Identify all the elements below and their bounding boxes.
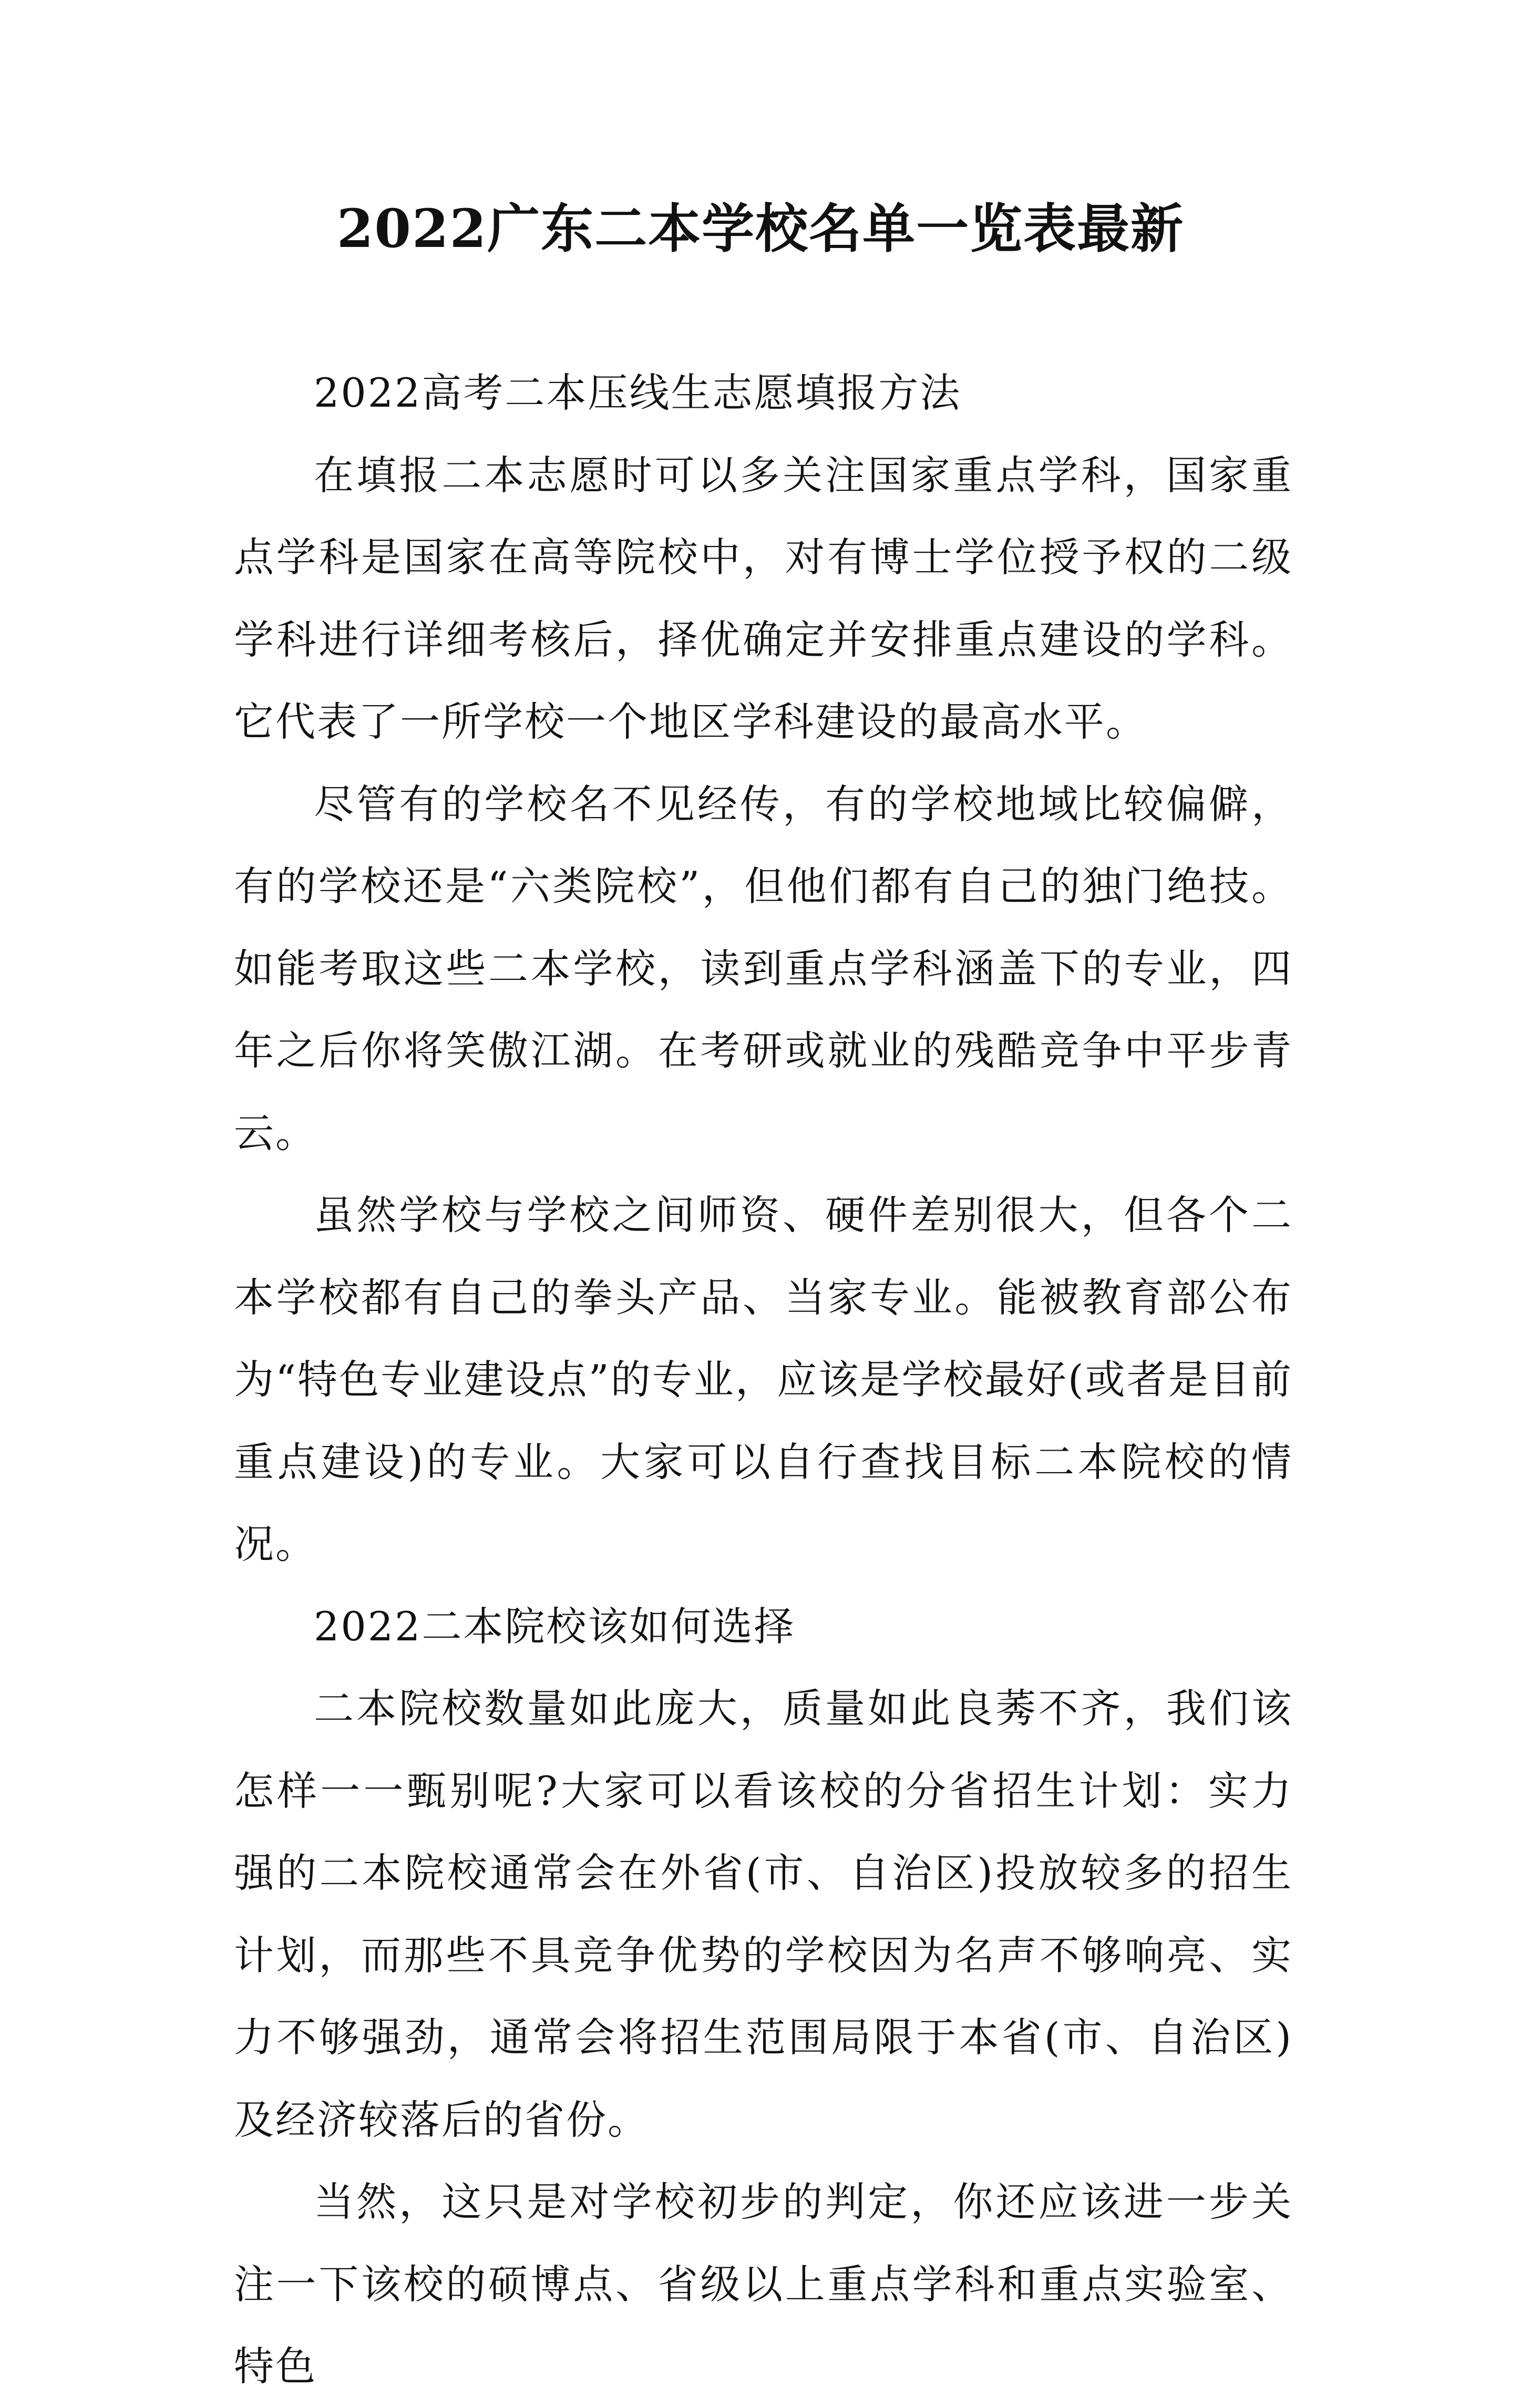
paragraph-enrollment-plan: 二本院校数量如此庞大，质量如此良莠不齐，我们该怎样一一甄别呢?大家可以看该校的分省招生计划：实力强的二本院校通常会在外省(市、自治区)投放较多的招生计划，而那些不具竞争优势的学校因为名声不够响亮、实力不够强劲，通常会将招生范围局限于本省(市、自治区)及经济较落后的省份。 [234, 1685, 1293, 2143]
paragraph-unknown-schools: 尽管有的学校名不见经传，有的学校地域比较偏僻，有的学校还是“六类院校”，但他们都有自己的独门绝技。如能考取这些二本学校，读到重点学科涵盖下的专业，四年之后你将笑傲江湖。在考研或就业的残酷竞争中平步青云。 [234, 780, 1293, 1156]
paragraph-featured-majors: 虽然学校与学校之间师资、硬件差别很大，但各个二本学校都有自己的拳头产品、当家专业。能被教育部公布为“特色专业建设点”的专业，应该是学校最好(或者是目前重点建设)的专业。大家可以自行查找目标二本院校的情况。 [234, 1192, 1293, 1567]
section-heading-volunteer-method: 2022高考二本压线生志愿填报方法 [314, 369, 962, 416]
paragraph-further-check: 当然，这只是对学校初步的判定，你还应该进一步关注一下该校的硕博点、省级以上重点学科和重点实验室、特色 [234, 2178, 1293, 2390]
document-body [234, 352, 1293, 2408]
paragraph-key-disciplines: 在填报二本志愿时可以多关注国家重点学科，国家重点学科是国家在高等院校中，对有博士学位授予权的二级学科进行详细考核后，择优确定并安排重点建设的学科。它代表了一所学校一个地区学科建设的最高水平。 [234, 451, 1293, 745]
document-title: 2022广东二本学校名单一览表最新 [336, 198, 1185, 260]
section-heading-how-to-choose: 2022二本院校该如何选择 [314, 1603, 796, 1650]
